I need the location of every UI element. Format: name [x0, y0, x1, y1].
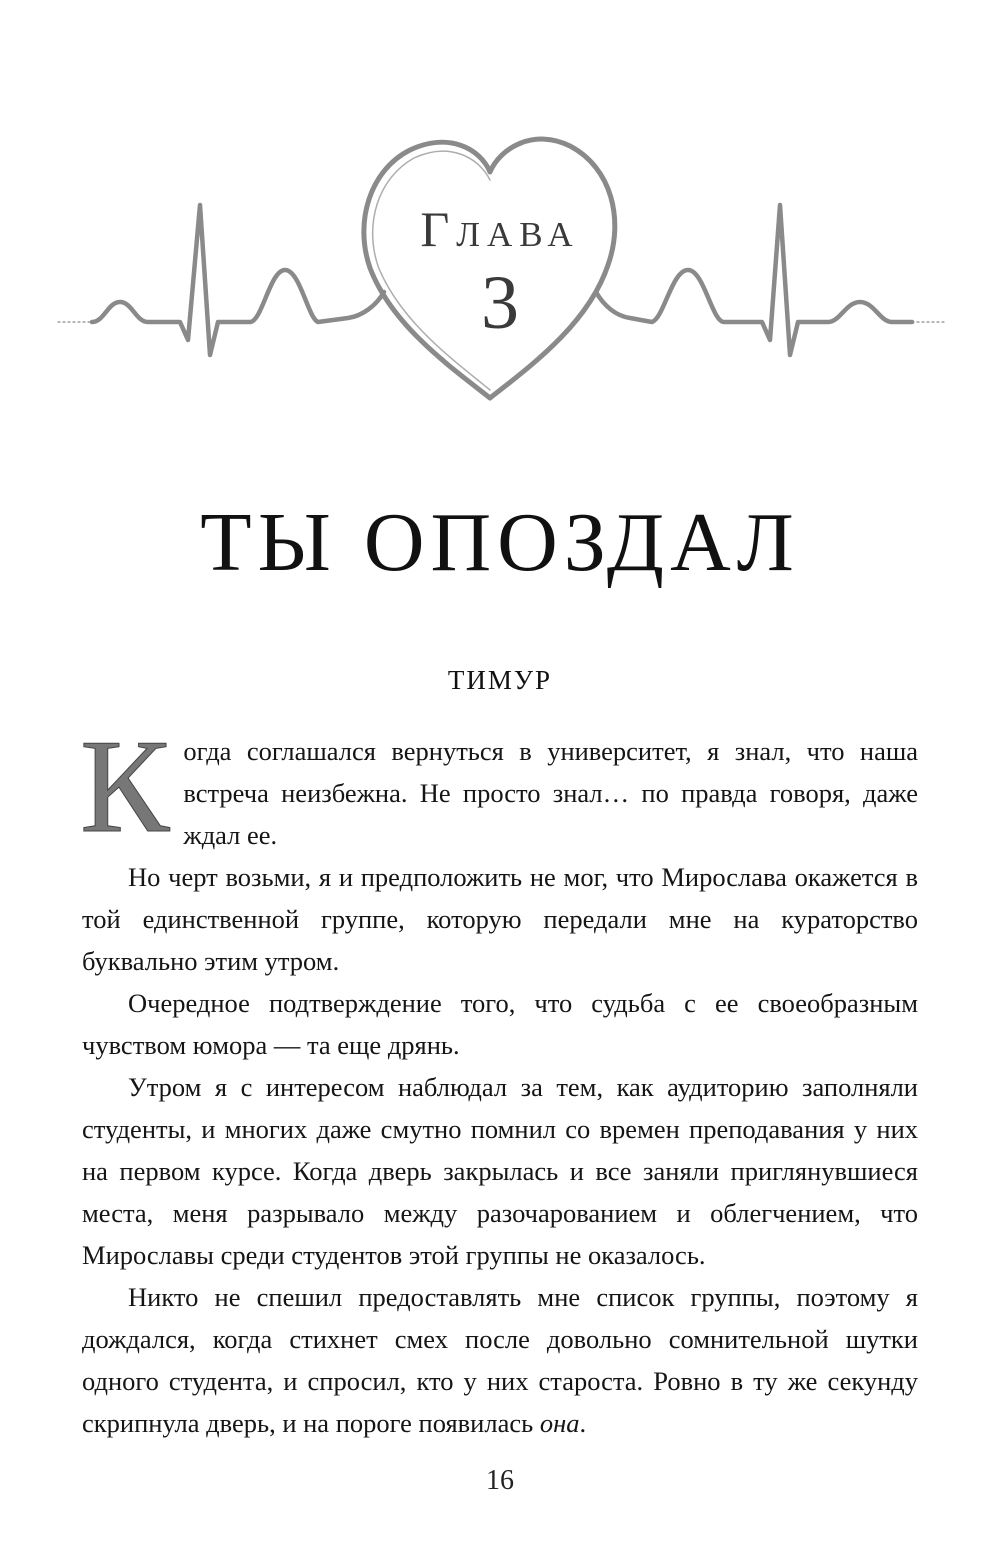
drop-cap: К: [80, 712, 170, 860]
chapter-title: ТЫ ОПОЗДАЛ: [200, 496, 800, 590]
narrator-heading: ТИМУР: [447, 665, 553, 695]
paragraph: Утром я с интересом наблюдал за тем, как аудиторию заполняли студенты, и многих даже смутно помнил со времен преподавания у них на первом курсе. Когда дверь закрылась и все заняли приглянувшиеся места, меня разрывало между разочарованием и облегчением, что Мирославы среди студентов этой группы не оказалось.: [82, 1072, 918, 1270]
paragraph: [82, 1276, 918, 1444]
paragraph-text: Никто не спешил предоставлять мне список группы, поэтому я дождался, когда стихнет смех после довольно сомнительной шутки одного студента, и спросил, кто у них староста. Ровно в ту же секунду скрипнула дверь, и на пороге появилась: [82, 1282, 918, 1438]
paragraph-text: огда соглашался вернуться в университет, я знал, что наша встреча неизбежна. Не просто знал… по правда говоря, даже ждал ее.: [183, 736, 918, 850]
paragraph: [80, 712, 918, 860]
chapter-label: Глава: [420, 201, 580, 257]
page-number: 16: [486, 1465, 514, 1496]
emphasis-text: она: [539, 1408, 580, 1438]
chapter-number: 3: [481, 261, 519, 345]
paragraph: Очередное подтверждение того, что судьба с ее своеобразным чувством юмора — та еще дрянь.: [82, 988, 918, 1060]
paragraph-end: .: [579, 1408, 587, 1438]
paragraph: Но черт возьми, я и предположить не мог, что Мирослава окажется в той единственной группе, которую передали мне на кураторство буквально этим утром.: [82, 862, 918, 976]
body-text: [80, 712, 918, 1444]
